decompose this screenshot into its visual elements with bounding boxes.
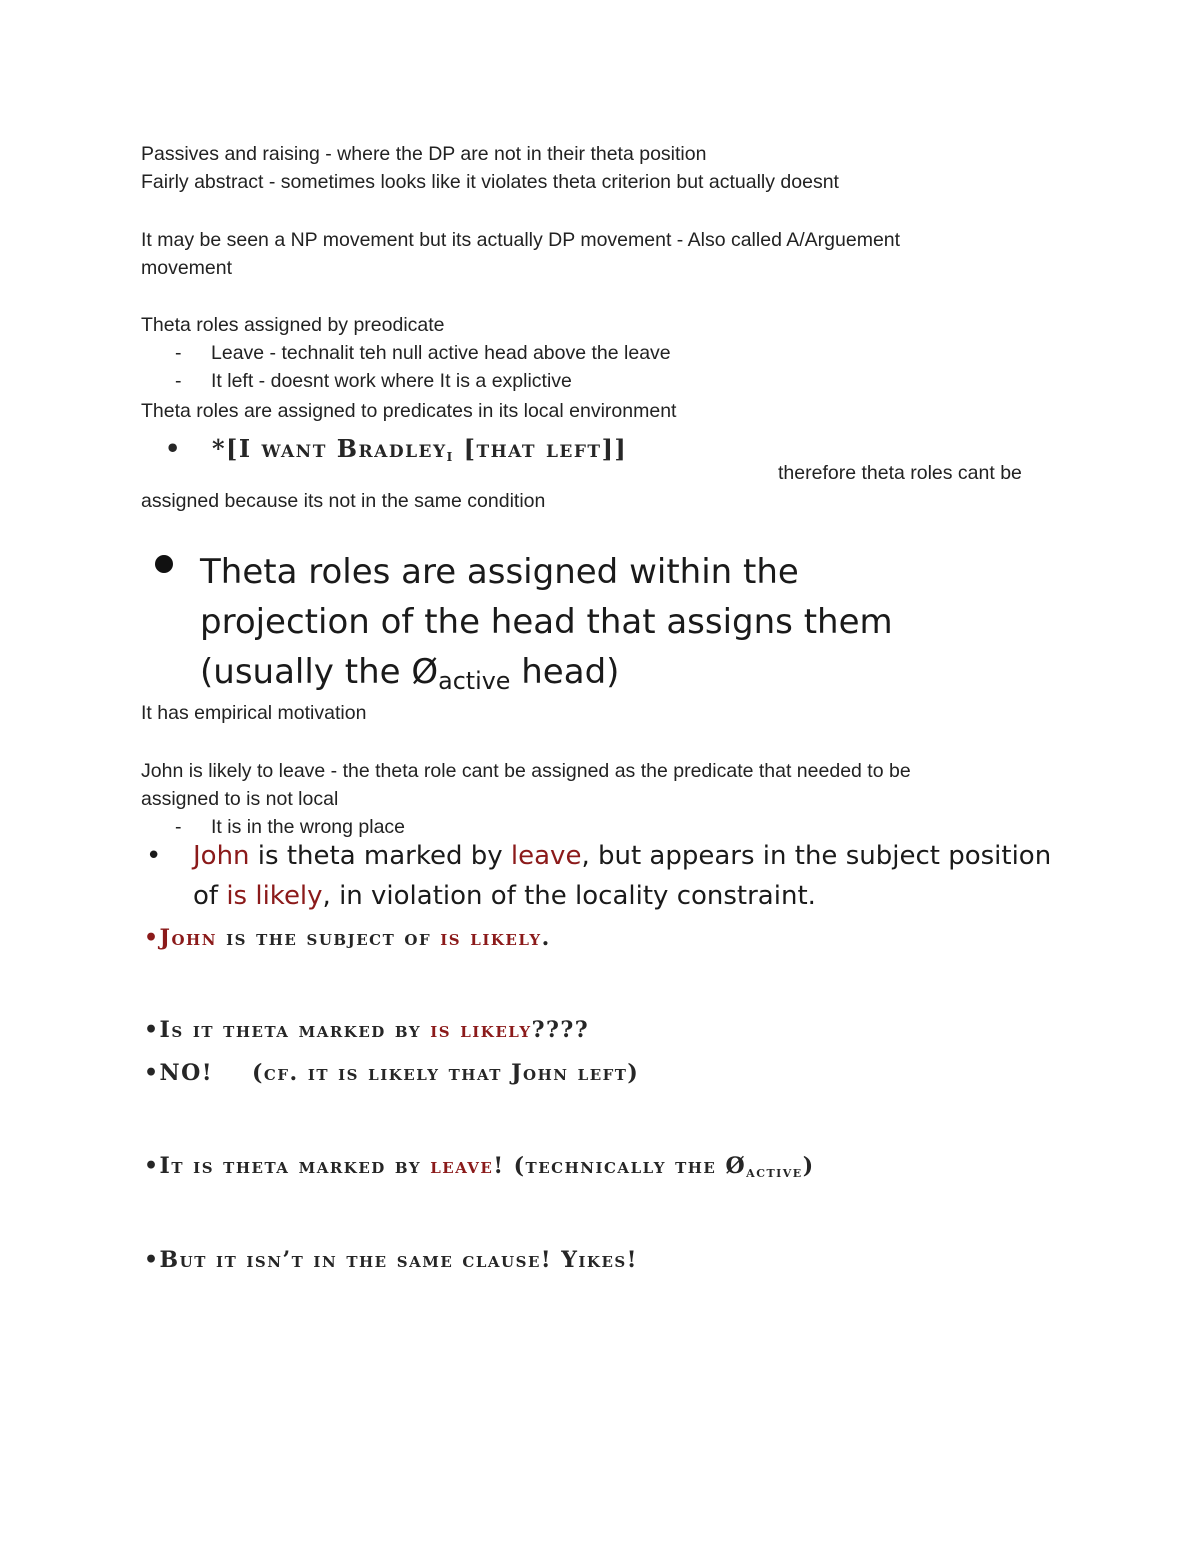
note-line: Theta roles assigned by preodicate [141,314,445,336]
list-item: Leave - technalit teh null active head above the leave [211,342,671,364]
slide-point-aside: (cf. it is likely that John left) [252,1060,640,1086]
slide-point: •Is it theta marked by is likely???? [144,1017,590,1043]
slide-bullet: • [146,841,162,871]
bullet-dot [155,555,173,573]
slide-bullet: • [165,434,182,463]
slide-point: •John is the subject of is likely. [144,925,551,951]
note-line: It has empirical motivation [141,702,367,724]
slide-point: •NO! [144,1060,213,1086]
note-line: It may be seen a NP movement but its actually DP movement - Also called A/Arguement [141,229,901,251]
dash-bullet: - [175,816,182,838]
slide-point: •It is theta marked by leave! (technically the $Ø_{active}$) [144,1153,815,1181]
slide-heading-line: Theta roles are assigned within the [200,552,799,592]
list-item: It left - doesnt work where It is a explictive [211,370,572,392]
dash-bullet: - [175,342,182,364]
dash-bullet: - [175,370,182,392]
note-line: assigned because its not in the same condition [141,490,546,512]
note-line: John is likely to leave - the theta role cant be assigned as the predicate that needed to be [141,760,911,782]
note-line: therefore theta roles cant be [778,462,1022,484]
slide-text-line: John is theta marked by leave, but appears in the subject position [193,841,1052,871]
note-line: Theta roles are assigned to predicates in its local environment [141,400,677,422]
slide-example-sentence: *[I want Bradley$_i$ [that left]] [212,434,628,466]
note-line: Passives and raising - where the DP are not in their theta position [141,143,707,165]
note-line: Fairly abstract - sometimes looks like it violates theta criterion but actually doesnt [141,171,839,193]
slide-text-line: of is likely, in violation of the locality constraint. [193,881,816,911]
note-line: movement [141,257,233,279]
slide-heading-line: projection of the head that assigns them [200,602,893,642]
slide-point: •But it isn’t in the same clause! Yikes! [144,1247,638,1273]
note-line: assigned to is not local [141,788,339,810]
slide-heading-line: (usually the $Ø_{active}$ head) [200,652,620,695]
list-item: It is in the wrong place [211,816,406,838]
